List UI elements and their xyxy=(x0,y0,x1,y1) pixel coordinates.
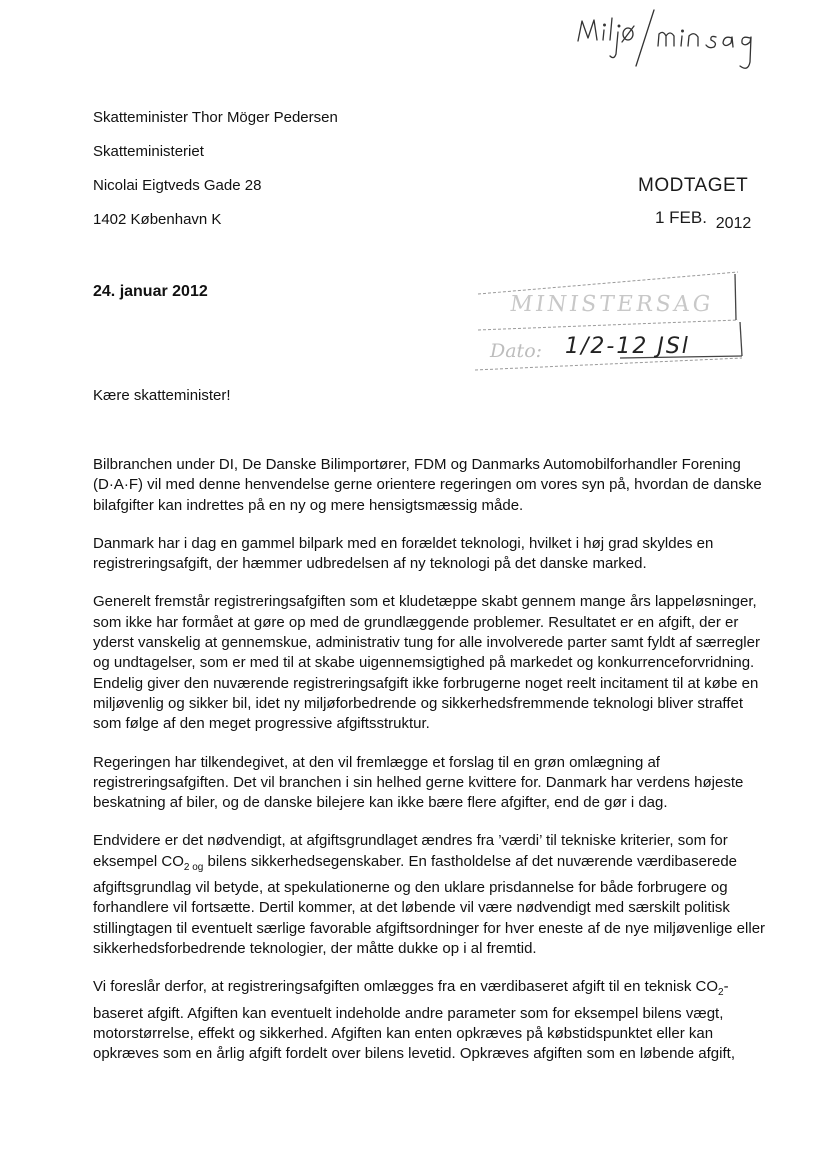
paragraph-6 xyxy=(93,977,773,1064)
recipient-address xyxy=(93,108,338,244)
paragraph-5-part-a: Endvidere er det nødvendigt, at afgiftsgrundlaget ændres fra ’værdi’ til tekniske kriterier, som for eksempel CO xyxy=(93,832,728,870)
paragraph-5 xyxy=(93,831,773,959)
paragraph-4: Regeringen har tilkendegivet, at den vil fremlægge et forslag til en grøn omlægning af registreringsafgiften. Det vil branchen i sin helhed gerne kvittere for. Danmark har verdens højeste beskatning af biler, og de danske bilejere kan ikke bære flere afgifter, end de gør i dag. xyxy=(93,753,744,812)
letter-date: 24. januar 2012 xyxy=(93,283,208,300)
received-stamp-label: MODTAGET xyxy=(638,175,749,196)
street-address: Nicolai Eigtveds Gade 28 xyxy=(93,177,262,194)
handwritten-note-graphic xyxy=(570,6,770,76)
letter-body xyxy=(93,455,773,1082)
ministersag-stamp xyxy=(470,270,745,378)
ministry-name: Skatteministeriet xyxy=(93,143,204,160)
received-stamp-date xyxy=(655,208,752,232)
paragraph-2: Danmark har i dag en gammel bilpark med en forældet teknologi, hvilket i høj grad skyldes en registreringsafgift, der hæmmer udbredelsen af ny teknologi på det danske marked. xyxy=(93,534,714,573)
paragraph-1: Bilbranchen under DI, De Danske Bilimportører, FDM og Danmarks Automobilforhandler Forening (D·A·F) vil med denne henvendelse gerne orientere regeringen om vores syn på, hvordan de danske bilafgifter kan indrettes på en ny og mere hensigtsmæssig måde. xyxy=(93,456,762,514)
stamp-title: MINISTERSAG xyxy=(508,292,715,317)
city-postcode: 1402 København K xyxy=(93,211,222,228)
stamp-date-label: Dato: xyxy=(490,340,543,362)
received-stamp-year: 2012 xyxy=(715,215,752,232)
salutation: Kære skatteminister! xyxy=(93,387,231,404)
paragraph-6-subscript: 2 xyxy=(718,987,724,999)
paragraph-6-part-b: -baseret afgift. Afgiften kan eventuelt indeholde andre parameter som for eksempel bilens vægt, motorstørrelse, effekt og sikkerhed. Afgiften kan enten opkræves på købstidspunktet eller kan opkræves som en årlig afgift fordelt over bilens levetid. Opkræves afgiften som en løbende afgift, xyxy=(93,978,735,1063)
paragraph-3: Generelt fremstår registreringsafgiften som et kludetæppe skabt gennem mange års lappeløsninger, som ikke har formået at gøre op med de grundlæggende problemer. Resultatet er en afgift, der er yderst vanskelig at gennemskue, administrativ tung for alle involverede parter samt fyldt af særregler og undtagelser, som er med til at skabe uigennemsigtighed på markedet og konkurrenceforvridning. Endelig giver den nuværende registreringsafgift ikke forbrugerne noget reelt incitament til at købe en miljøvenlig og sikker bil, idet ny miljøforbedrende og sikkerhedsfremmende teknologi bliver straffet som følge af den meget progressive afgiftsstruktur. xyxy=(93,593,760,733)
handwritten-note xyxy=(570,6,770,76)
paragraph-6-part-a: Vi foreslår derfor, at registreringsafgiften omlægges fra en værdibaseret afgift til en teknisk CO xyxy=(93,978,719,996)
received-stamp-day-month: 1 FEB. xyxy=(655,208,707,227)
paragraph-5-part-b: bilens sikkerhedsegenskaber. En fastholdelse af det nuværende værdibaserede afgiftsgrundlag vil betyde, at spekulationerne og den uklare prisdannelse for både forbrugere og forhandlere vil fortsætte. Dertil kommer, at det løbende vil være nødvendigt med særskilt politisk stillingtagen til eventuelt særlige favorable afgiftsordninger for hver eneste af de nye miljøvenlige eller sikkerhedsforbedrende teknologier, der måtte dukke op i al fremtid. xyxy=(93,852,766,957)
recipient-name: Skatteminister Thor Möger Pedersen xyxy=(93,109,338,126)
paragraph-5-subscript: 2 og xyxy=(183,861,204,873)
stamp-date-value: 1/2-12 JSl xyxy=(565,334,690,359)
